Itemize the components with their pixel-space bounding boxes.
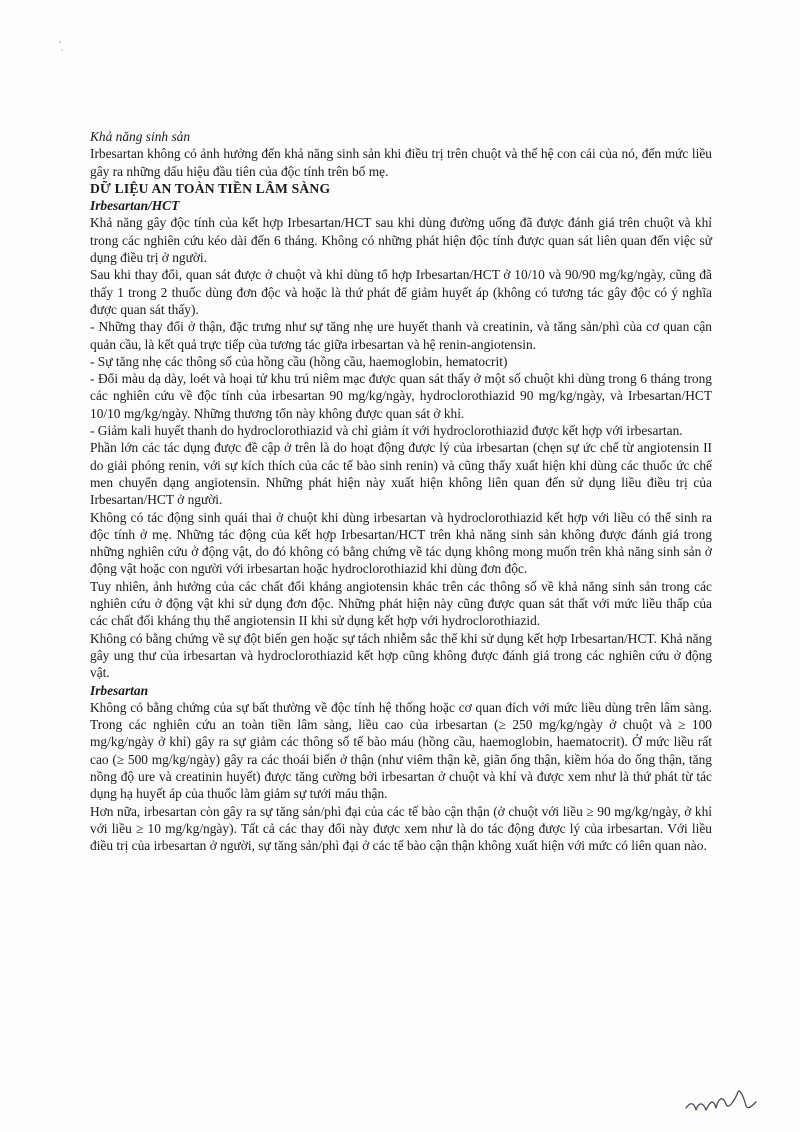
combo-paragraph: - Những thay đổi ở thận, đặc trưng như sự tăng nhẹ ure huyết thanh và creatinin, và tăng sản/phì của cơ quan cận quản cầu, là kết quả trực tiếp của tương tác giữa irbesartan và hệ renin-angiotensin. — [90, 319, 712, 352]
combo-paragraph: Không có bằng chứng về sự đột biến gen hoặc sự tách nhiễm sắc thể khi sử dụng kết hợp Irbesartan/HCT. Khả năng gây ung thư của irbesartan và hydroclorothiazid kết hợp cũng không được đánh giá trong các nghiên cứu ở động vật. — [90, 630, 712, 681]
combo-paragraph: Khả năng gây độc tính của kết hợp Irbesartan/HCT sau khi dùng đường uống đã được đánh giá trên chuột và khỉ trong các nghiên cứu kéo dài đến 6 tháng. Không có những phát hiện độc tính được quan sát liên quan đến việc sử dụng điều trị ở người. — [90, 215, 712, 266]
combo-paragraph: Tuy nhiên, ảnh hưởng của các chất đối kháng angiotensin khác trên các thông số về khả năng sinh sản trong các nghiên cứu ở động vật khi sử dụng đơn độc. Những phát hiện này cũng được quan sát thất với mức liều thấp của các chất đối kháng thụ thể angiotensin II khi sử dụng kết hợp với hydroclorothiazid. — [90, 578, 712, 629]
section-title-combo: Irbesartan/HCT — [90, 198, 180, 214]
preclinical-heading: DỮ LIỆU AN TOÀN TIỀN LÂM SÀNG — [90, 180, 331, 196]
combo-paragraph: Phần lớn các tác dụng được đề cập ở trên là do hoạt động được lý của irbesartan (chẹn sự ức chế từ angiotensin II do giải phóng renin, với sự kích thích của các tế bào sinh renin) và cũng thấy xuất hiện khi dùng các thuốc ức chế men chuyển dạng angiotensin. Những phát hiện này xuất hiện không liên quan đến sử dụng liều điều trị của Irbesartan/HCT ở người. — [90, 440, 712, 508]
combo-paragraph: - Sự tăng nhẹ các thông số của hồng cầu (hồng cầu, haemoglobin, hematocrit) — [90, 353, 508, 369]
scan-speck-icon — [40, 30, 70, 60]
combo-paragraph: Không có tác động sinh quái thai ở chuột khi dùng irbesartan và hydroclorothiazid kết hợp với liều có thể sinh ra độc tính ở mẹ. Những tác động của kết hợp Irbesartan/HCT trên khả năng sinh sản không được đánh giá trong những nghiên cứu ở động vật, do đó không có bằng chứng về tác dụng không mong muốn trên khả năng sinh sản ở động vật hoặc con người với irbesartan hoặc hydroclorothiazid khi dùng đơn độc. — [90, 509, 712, 577]
section-title-fertility: Khả năng sinh sản — [90, 129, 191, 144]
combo-paragraph: - Đổi màu dạ dày, loét và hoại tử khu trú niêm mạc được quan sát thấy ở một số chuột khi dùng trong 6 tháng trong các nghiên cứu về độc tính của irbesartan 90 mg/kg/ngày, hydroclorothiazid 90 mg/kg/ngày, và Irbesartan/HCT 10/10 mg/kg/ngày. Những thương tổn này không được quan sát ở khỉ. — [90, 371, 712, 421]
section-title-irbesartan: Irbesartan — [90, 682, 149, 698]
fertility-paragraph: Irbesartan không có ảnh hưởng đến khả năng sinh sản khi điều trị trên chuột và thế hệ con cái của nó, đến mức liều gây ra những dấu hiệu đầu tiên của độc tính trên bố mẹ. — [90, 146, 712, 179]
combo-paragraph: - Giảm kali huyết thanh do hydroclorothiazid và chỉ giảm ít với hydroclorothiazid được kết hợp với irbesartan. — [90, 423, 683, 439]
combo-paragraph: Sau khi thay đổi, quan sát được ở chuột và khỉ dùng tổ hợp Irbesartan/HCT ở 10/10 và 90/90 mg/kg/ngày, cũng đã thấy 1 trong 2 thuốc dùng đơn độc và hoặc là thứ phát để giảm huyết áp (không có tương tác gây độc có ý nghĩa được quan sát thấy). — [90, 267, 712, 317]
irbesartan-paragraph: Không có bằng chứng của sự bất thường về độc tính hệ thống hoặc cơ quan đích với mức liều dùng trên lâm sàng. Trong các nghiên cứu an toàn tiền lâm sàng, liều cao của irbesartan (≥ 250 mg/kg/ngày ở chuột và ≥ 100 mg/kg/ngày ở khỉ) gây ra sự giảm các thông số tế bào máu (hồng cầu, haemoglobin, haematocrit). Ở mức liều rất cao (≥ 500 mg/kg/ngày) gây ra các thoái biến ở thận (như viêm thận kẽ, giãn ống thận, kiềm hóa do ống thận, tăng nồng độ ure và creatinin huyết) được tăng cường bởi irbesartan ở chuột và khỉ và được xem như là thứ phát từ tác dụng hạ huyết áp của thuốc làm giảm sự tưới máu thận. — [90, 699, 712, 802]
document-body — [90, 128, 712, 854]
handwritten-signature-icon — [680, 1080, 760, 1120]
irbesartan-paragraph: Hơn nữa, irbesartan còn gây ra sự tăng sản/phì đại của các tế bào cận thận (ở chuột với liều ≥ 90 mg/kg/ngày, ở khỉ với liều ≥ 10 mg/kg/ngày). Tất cả các thay đổi này được xem như là do tác động được lý của irbesartan. Với liều điều trị của irbesartan ở người, sự tăng sản/phì đại ở các tế bào cận thận không xuất hiện với mức có liên quan nào. — [90, 803, 712, 854]
